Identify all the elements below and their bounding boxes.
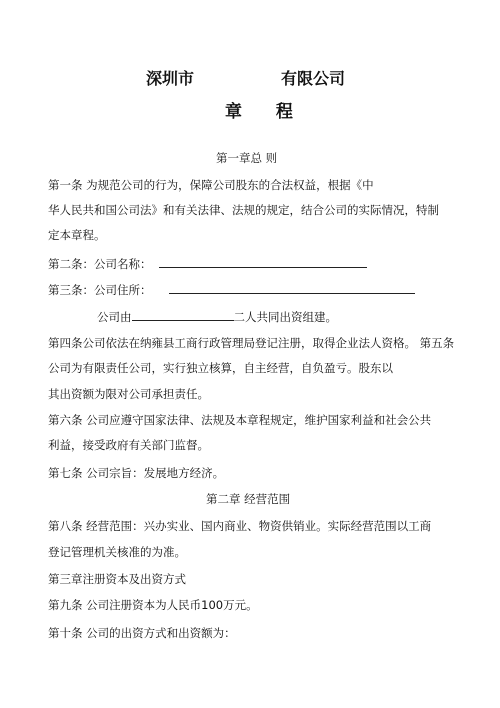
- article6-line1: 第六条 公司应遵守国家法律、法规及本章程规定，维护国家利益和社会公共: [48, 413, 432, 427]
- article10: 第十条 公司的出资方式和出资额为：: [48, 626, 236, 640]
- article2-label: 第二条：公司名称：: [48, 257, 152, 271]
- chapter2-heading: 第二章 经营范围: [206, 492, 291, 506]
- article3-label: 第三条：公司住所：: [48, 283, 152, 297]
- company-address-blank: [169, 283, 415, 294]
- title-city: 深圳市: [146, 69, 195, 88]
- article4-line3: 其出资额为限对公司承担责任。: [48, 387, 209, 401]
- article3-row: [48, 283, 415, 297]
- article2-row: [48, 257, 367, 271]
- article1-line2: 华人民共和国公司法》和有关法律、法规的规定，结合公司的实际情况，特制: [48, 203, 439, 217]
- founders-suffix: 二人共同出资组建。: [233, 310, 337, 324]
- chapter3-heading: 第三章注册资本及出资方式: [48, 572, 186, 586]
- company-name-blank: [159, 257, 367, 268]
- founders-prefix: 公司由: [97, 310, 132, 324]
- title-charter: 章 程: [225, 102, 307, 122]
- founders-row: [97, 310, 337, 324]
- title-company-suffix: 有限公司: [281, 69, 346, 88]
- chapter1-heading: 第一章总 则: [216, 151, 278, 165]
- article4-line2: 公司为有限责任公司，实行独立核算，自主经营，自负盈亏。股东以: [48, 361, 393, 375]
- article1-line1: 第一条 为规范公司的行为，保障公司股东的合法权益，根据《中: [48, 178, 374, 192]
- article4-line1: 第四条公司依法在纳雍县工商行政管理局登记注册，取得企业法人资格。 第五条: [48, 336, 455, 350]
- article1-line3: 定本章程。: [48, 228, 106, 242]
- article8-line2: 登记管理机关核准的为准。: [48, 545, 186, 559]
- article8-line1: 第八条 经营范围：兴办实业、国内商业、物资供销业。实际经营范围以工商: [48, 519, 432, 533]
- article7: 第七条 公司宗旨：发展地方经济。: [48, 466, 225, 480]
- article9: 第九条 公司注册资本为人民币100万元。: [48, 598, 258, 612]
- article6-line2: 利益，接受政府有关部门监督。: [48, 438, 209, 452]
- founders-blank: [132, 310, 234, 321]
